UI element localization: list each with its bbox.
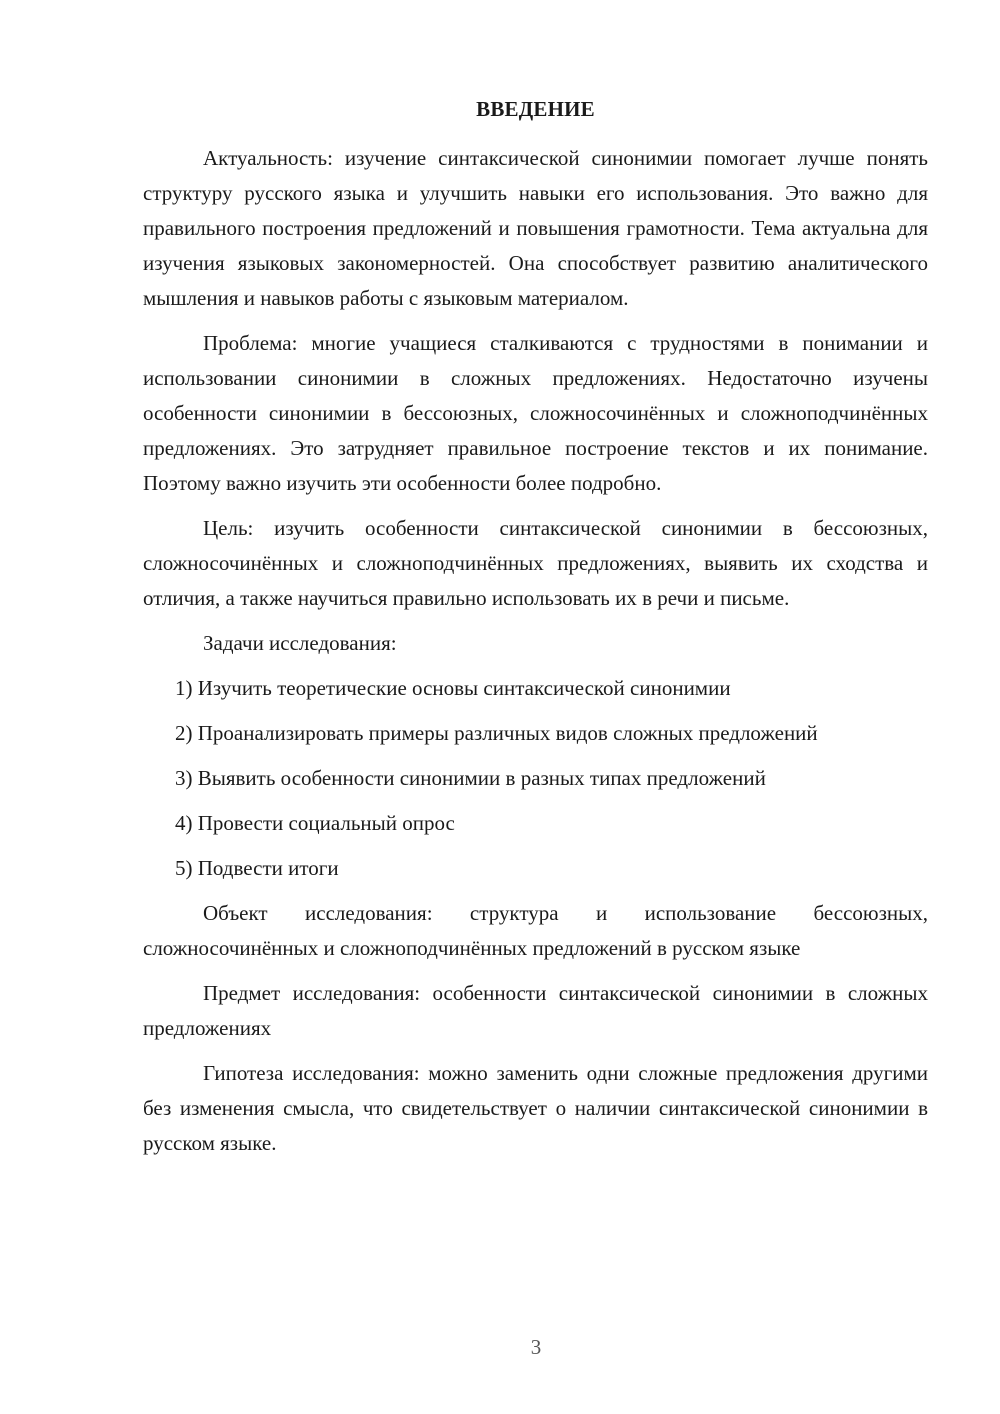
hypothesis-paragraph: Гипотеза исследования: можно заменить одни сложные предложения другими без изменения смысла, что свидетельствует о наличии синтаксической синонимии в русском языке. [143,1061,928,1155]
problem-paragraph: Проблема: многие учащиеся сталкиваются с трудностями в понимании и использовании синонимии в сложных предложениях. Недостаточно изучены особенности синонимии в бессоюзных, сложносочинённых и сложноподчинённых предложениях. Это затрудняет правильное построение текстов и их понимание. Поэтому важно изучить эти особенности более подробно. [143,331,928,495]
relevance-paragraph: Актуальность: изучение синтаксической синонимии помогает лучше понять структуру русского языка и улучшить навыки его использования. Это важно для правильного построения предложений и повышения грамотности. Тема актуальна для изучения языковых закономерностей. Она способствует развитию аналитического мышления и навыков работы с языковым материалом. [143,146,928,310]
page-number: 3 [530,1335,542,1359]
task-item-3: 3) Выявить особенности синонимии в разных типах предложений [175,766,766,790]
object-paragraph: Объект исследования: структура и использование бессоюзных, сложносочинённых и сложноподчинённых предложений в русском языке [143,901,928,960]
goal-paragraph: Цель: изучить особенности синтаксической синонимии в бессоюзных, сложносочинённых и сложноподчинённых предложениях, выявить их сходства и отличия, а также научиться правильно использовать их в речи и письме. [143,516,928,610]
tasks-heading: Задачи исследования: [203,631,397,655]
document-page [143,92,928,1171]
task-item-2: 2) Проанализировать примеры различных видов сложных предложений [175,721,818,745]
subject-paragraph: Предмет исследования: особенности синтаксической синонимии в сложных предложениях [143,981,928,1040]
task-item-1: 1) Изучить теоретические основы синтаксической синонимии [175,676,731,700]
task-item-5: 5) Подвести итоги [175,856,339,880]
section-title: ВВЕДЕНИЕ [476,97,595,121]
task-item-4: 4) Провести социальный опрос [175,811,455,835]
